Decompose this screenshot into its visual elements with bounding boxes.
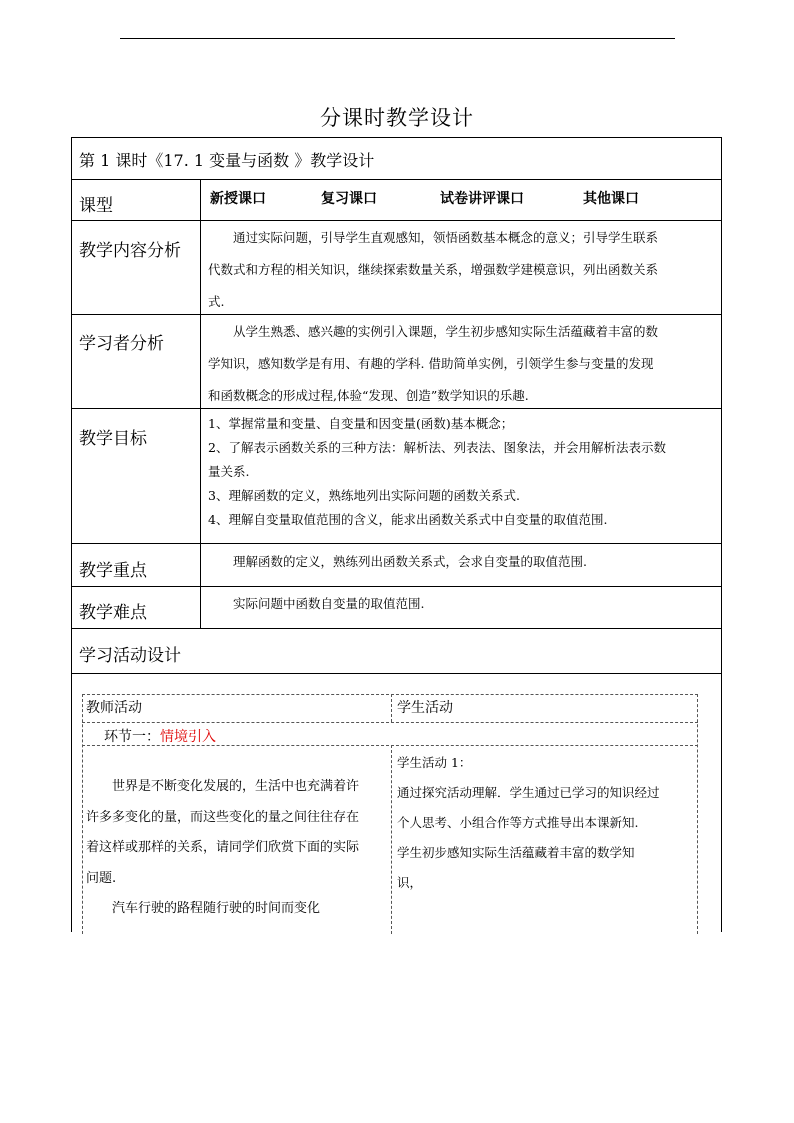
stage-prefix: 环节一： [104, 729, 160, 745]
text-line: 学生活动 1： [397, 755, 472, 770]
stage-heading [104, 726, 216, 746]
text-line: 和函数概念的形成过程,体验“发现、创造”数学知识的乐趣. [208, 388, 529, 403]
table-rule [71, 673, 722, 674]
table-rule [71, 179, 722, 180]
key-points-label: 教学重点 [79, 561, 147, 581]
text-line: 许多多变化的量，而这些变化的量之间往往存在 [86, 809, 360, 825]
difficulties-text: 实际问题中函数自变量的取值范围. [233, 596, 425, 611]
learner-analysis-label: 学习者分析 [79, 334, 164, 354]
table-rule [71, 543, 722, 544]
learner-analysis-text [208, 316, 716, 412]
type-option-exam-review: 试卷讲评课口 [440, 191, 524, 207]
key-points-text: 理解函数的定义，熟练列出函数关系式，会求自变量的取值范围. [233, 554, 587, 569]
text-line: 识， [397, 875, 423, 890]
objective-item: 2、了解表示函数关系的三种方法：解析法、列表法、图象法，并会用解析法表示数 [208, 440, 666, 455]
type-option-review: 复习课口 [321, 191, 377, 207]
activity-design-label: 学习活动设计 [79, 646, 181, 666]
activity-column-divider [391, 694, 392, 722]
student-activity-header: 学生活动 [397, 700, 453, 716]
text-line: 通过探究活动理解．学生通过已学习的知识经过 [397, 785, 660, 800]
objective-item: 4、理解自变量取值范围的含义，能求出函数关系式中自变量的取值范围. [208, 512, 608, 527]
text-line: 学生初步感知实际生活蕴藏着丰富的数学知 [397, 845, 635, 860]
table-rule [71, 586, 722, 587]
header-rule [120, 38, 675, 39]
objective-item: 量关系. [208, 464, 250, 479]
text-line: 汽车行驶的路程随行驶的时间而变化 [112, 901, 321, 916]
text-line: 通过实际问题，引导学生直观感知，领悟函数基本概念的意义；引导学生联系 [233, 230, 659, 245]
teacher-activity-header: 教师活动 [86, 700, 142, 716]
objective-item: 1、掌握常量和变量、自变量和因变量(函数)基本概念； [208, 416, 514, 431]
text-line: 从学生熟悉、感兴趣的实例引入课题，学生初步感知实际生活蕴藏着丰富的数 [233, 324, 659, 339]
activity-table-rule [82, 722, 698, 723]
content-analysis-text [208, 222, 716, 318]
lesson-title: 第 1 课时《17. 1 变量与函数 》教学设计 [79, 151, 375, 170]
student-activity-text [397, 748, 697, 898]
table-rule [71, 220, 722, 221]
type-label: 课型 [79, 196, 113, 216]
difficulties-label: 教学难点 [79, 603, 147, 623]
text-line: 代数式和方程的相关知识，继续探索数量关系，增强数学建模意识，列出函数关系 [208, 262, 659, 277]
text-line: 个人思考、小组合作等方式推导出本课新知. [397, 815, 639, 830]
text-line: 问题. [86, 870, 117, 886]
type-option-other: 其他课口 [583, 191, 639, 207]
text-line: 学知识，感知数学是有用、有趣的学科. 借助简单实例，引领学生参与变量的发现 [208, 356, 654, 371]
objective-item: 3、理解函数的定义，熟练地列出实际问题的函数关系式. [208, 488, 520, 503]
stage-name: 情境引入 [160, 729, 216, 745]
activity-column-divider [391, 745, 392, 934]
objectives-list [208, 412, 716, 532]
text-line: 式. [208, 294, 225, 309]
text-line: 世界是不断变化发展的，生活中也充满着许 [112, 779, 360, 794]
content-analysis-label: 教学内容分析 [79, 241, 181, 261]
label-column-divider [200, 180, 201, 628]
text-line: 着这样或那样的关系，请同学们欣赏下面的实际 [86, 840, 360, 855]
objectives-label: 教学目标 [79, 429, 147, 449]
table-rule [71, 628, 722, 629]
type-option-new: 新授课口 [210, 191, 266, 207]
teacher-activity-text [86, 772, 386, 925]
document-title: 分课时教学设计 [320, 106, 474, 130]
